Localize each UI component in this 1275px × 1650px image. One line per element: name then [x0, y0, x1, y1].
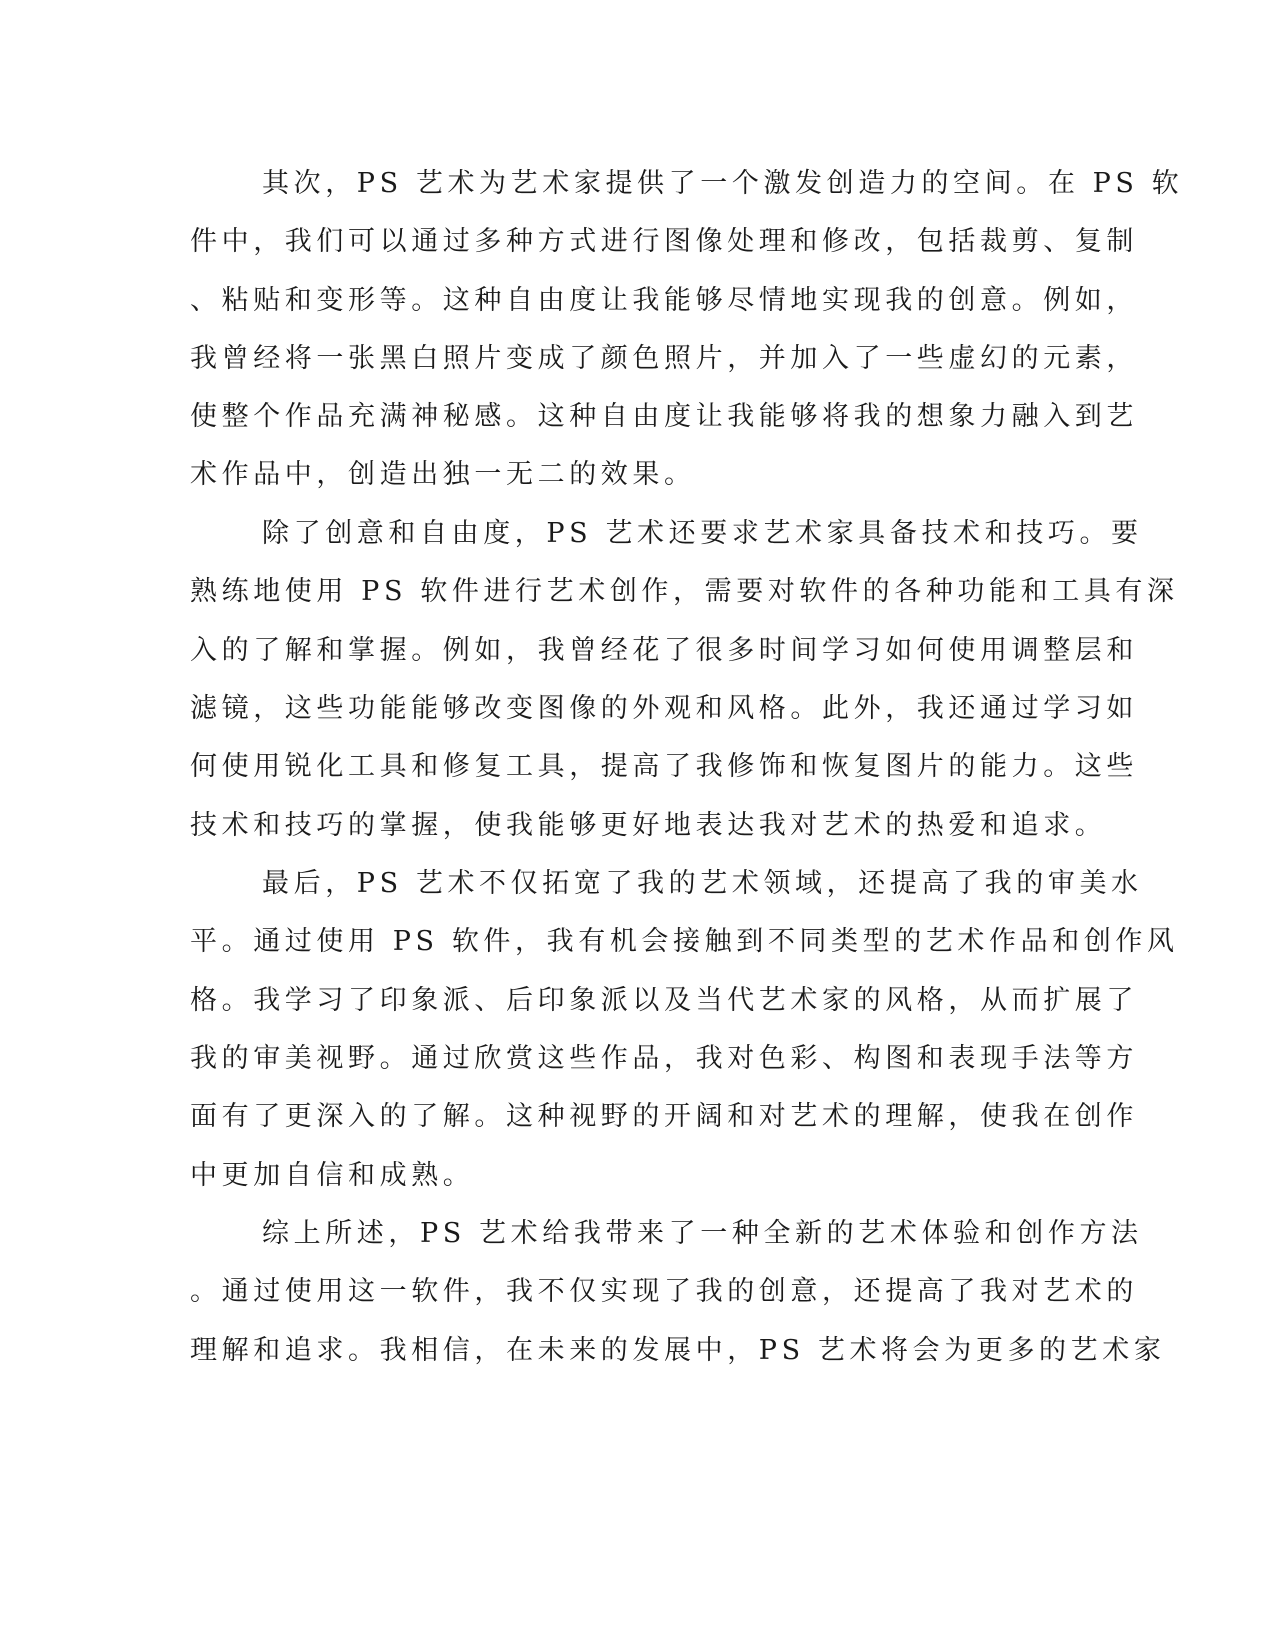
paragraph-1-line-4: 我曾经将一张黑白照片变成了颜色照片，并加入了一些虚幻的元素， — [190, 343, 1138, 374]
paragraph-2-line-3: 入的了解和掌握。例如，我曾经花了很多时间学习如何使用调整层和 — [190, 635, 1138, 666]
paragraph-3-line-3: 格。我学习了印象派、后印象派以及当代艺术家的风格，从而扩展了 — [190, 985, 1138, 1016]
paragraph-2-line-2: 熟练地使用 PS 软件进行艺术创作，需要对软件的各种功能和工具有深 — [190, 576, 1179, 607]
paragraph-1-line-5: 使整个作品充满神秘感。这种自由度让我能够将我的想象力融入到艺 — [190, 401, 1138, 432]
paragraph-3-line-6: 中更加自信和成熟。 — [190, 1160, 475, 1191]
paragraph-4-line-1: 综上所述，PS 艺术给我带来了一种全新的艺术体验和创作方法 — [262, 1218, 1143, 1249]
paragraph-2-line-6: 技术和技巧的掌握，使我能够更好地表达我对艺术的热爱和追求。 — [190, 810, 1107, 841]
paragraph-1-line-3: 、粘贴和变形等。这种自由度让我能够尽情地实现我的创意。例如， — [190, 285, 1138, 316]
paragraph-2-line-1: 除了创意和自由度，PS 艺术还要求艺术家具备技术和技巧。要 — [262, 518, 1143, 549]
paragraph-3-line-5: 面有了更深入的了解。这种视野的开阔和对艺术的理解，使我在创作 — [190, 1101, 1138, 1132]
paragraph-1-line-1: 其次，PS 艺术为艺术家提供了一个激发创造力的空间。在 PS 软 — [262, 168, 1184, 199]
paragraph-4-line-2: 。通过使用这一软件，我不仅实现了我的创意，还提高了我对艺术的 — [190, 1276, 1138, 1307]
paragraph-1-line-6: 术作品中，创造出独一无二的效果。 — [190, 459, 696, 490]
paragraph-4-line-3: 理解和追求。我相信，在未来的发展中，PS 艺术将会为更多的艺术家 — [190, 1335, 1166, 1366]
paragraph-3-line-2: 平。通过使用 PS 软件，我有机会接触到不同类型的艺术作品和创作风 — [190, 926, 1179, 957]
paragraph-2-line-5: 何使用锐化工具和修复工具，提高了我修饰和恢复图片的能力。这些 — [190, 751, 1138, 782]
paragraph-2-line-4: 滤镜，这些功能能够改变图像的外观和风格。此外，我还通过学习如 — [190, 693, 1138, 724]
paragraph-3-line-4: 我的审美视野。通过欣赏这些作品，我对色彩、构图和表现手法等方 — [190, 1043, 1138, 1074]
paragraph-1-line-2: 件中，我们可以通过多种方式进行图像处理和修改，包括裁剪、复制 — [190, 226, 1138, 257]
paragraph-3-line-1: 最后，PS 艺术不仅拓宽了我的艺术领域，还提高了我的审美水 — [262, 868, 1143, 899]
